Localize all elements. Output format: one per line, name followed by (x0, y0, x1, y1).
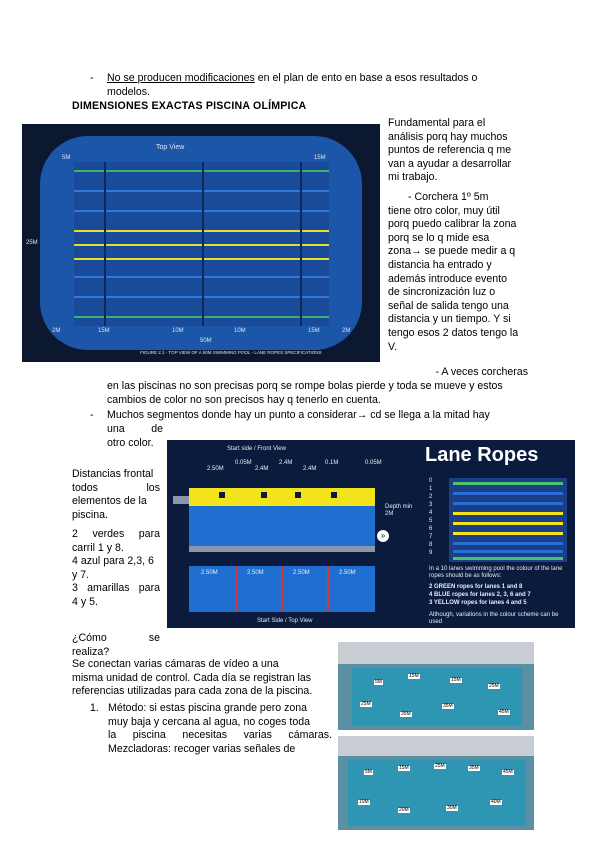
width-label: 25M (26, 240, 38, 246)
text-line: piscina. (72, 508, 108, 521)
left-color-items (72, 528, 160, 610)
text-line: de sincronización luz o (388, 286, 496, 299)
text-line: mi trabajo. (388, 171, 438, 184)
photo-label: 25M (361, 701, 371, 707)
stands (338, 642, 534, 664)
lane-number: 1 (429, 486, 433, 492)
bullet-rest-2: modelos. (107, 85, 150, 98)
lane-number: 9 (429, 550, 433, 556)
right-paragraph-1 (388, 117, 526, 185)
text-line: carril 1 y 8. (72, 541, 124, 554)
measure-label: 2.50M (247, 570, 264, 576)
photo-label: 45M (499, 709, 509, 715)
text-line: Fundamental para el (388, 117, 486, 129)
distance-marker (300, 162, 302, 326)
measure-label: 0.05M (365, 460, 382, 466)
text-line: referencias utilizadas para cada zona de la piscina. (72, 685, 313, 698)
lane-number: 2 (429, 494, 433, 500)
pool-photo-bottom (338, 736, 534, 830)
front-view-water (189, 506, 375, 546)
photo-label: 10M (359, 799, 369, 805)
stands (338, 736, 534, 756)
text-line: además introduce evento (388, 272, 507, 285)
measure-label: 2.4M (303, 466, 317, 472)
photo-label: 15M (451, 677, 461, 683)
text-line: todos los (72, 481, 160, 494)
text-line: Método: si estas piscina grande pero zona (108, 702, 308, 714)
yellow-lane-zone (189, 488, 375, 506)
text-line: V. (388, 340, 398, 353)
photo-label: 15M (399, 765, 409, 771)
photo-water (348, 760, 526, 826)
lane-number: 3 (429, 502, 433, 508)
text-line: Se conectan varias cámaras de vídeo a una (72, 658, 279, 670)
view-label: Top View (156, 144, 185, 151)
text-line: realiza? (72, 645, 110, 658)
arrow-icon: » (377, 530, 389, 542)
rope-float (219, 492, 225, 498)
bottom-label-1: 2M (52, 328, 61, 334)
measure-label: 0.1M (325, 460, 339, 466)
photo-label: 35M (469, 765, 479, 771)
text-line: 4 y 5. (72, 595, 98, 608)
lane-ropes-description: In a 10 lanes swimming pool the colour of the lane ropes should be as follows: (429, 566, 563, 579)
measure-label: 0.05M (235, 460, 252, 466)
lane-number: 0 (429, 478, 433, 484)
photo-label: 5M (365, 769, 372, 775)
depth-label: Depth min 2M (385, 504, 413, 517)
text-line: zona→ se puede medir a q (388, 245, 516, 258)
text-line: la piscina necesitas varias cámaras. (108, 729, 332, 742)
text-line: ¿Cómo se (72, 632, 160, 644)
right-paragraph-3: - A veces corcheras (435, 366, 528, 378)
measure-label: 2.50M (207, 466, 224, 472)
lane-ropes-figure (167, 440, 575, 628)
lane-number: 5 (429, 518, 433, 524)
photo-label: 25M (435, 763, 445, 769)
photo-label: 40M (491, 799, 501, 805)
lane-number: 8 (429, 542, 433, 548)
text-line: señal de salida tengo una (388, 299, 509, 312)
wide-bullet-line-2: una de (107, 423, 163, 435)
wide-line-2: cambios de color no son precisos hay q tenerlo en cuenta. (107, 394, 381, 406)
lane-number: 7 (429, 534, 433, 540)
photo-label: 15M (409, 673, 419, 679)
photo-label: 30M (447, 805, 457, 811)
measure-label: 2.50M (201, 570, 218, 576)
pool-photo-top (338, 642, 534, 730)
lane-ropes-diagram (449, 478, 567, 562)
top-view-title: Start Side / Top View (257, 618, 313, 624)
text-line: puntos de referencia q me (388, 144, 512, 157)
measure-label: 2.50M (293, 570, 310, 576)
rope-float (331, 492, 337, 498)
bottom-label-6: 2M (342, 328, 351, 334)
text-line: misma unidad de control. Cada día se registran las (72, 671, 312, 684)
front-view-title: Start side / Front View (227, 446, 286, 452)
right-distance-label: 15M (314, 155, 326, 161)
bullet-rest-1: en el plan de ento en base a esos resultados o (254, 72, 478, 84)
distance-marker (104, 162, 106, 326)
legend-green: 2 GREEN ropes for lanes 1 and 8 (429, 584, 523, 590)
text-line: tiene otro color, muy útil (388, 204, 500, 217)
pool-top-view-figure (22, 124, 380, 362)
question (72, 632, 160, 659)
bottom-label-5: 15M (308, 328, 320, 334)
text-line: porq puedo calibrar la zona (388, 218, 517, 231)
starting-block (173, 496, 189, 504)
left-distance-label: 5M (62, 155, 71, 161)
wide-bullet-line-3: otro color. (107, 437, 154, 449)
bottom-label-2: 15M (98, 328, 110, 334)
photo-label: 5M (375, 679, 382, 685)
text-line: Distancias frontal (72, 468, 154, 480)
length-label: 50M (200, 338, 212, 344)
rope-float (261, 492, 267, 498)
photo-label: 35M (443, 703, 453, 709)
legend-yellow: 3 YELLOW ropes for lanes 4 and 5 (429, 600, 527, 606)
red-marker (281, 566, 283, 612)
text-line: muy baja y cercana al agua, no coges toda (108, 715, 311, 728)
text-line: 4 azul para 2,3, 6 (72, 555, 154, 568)
red-marker (327, 566, 329, 612)
distance-marker (202, 162, 204, 326)
method-item (108, 702, 332, 756)
text-line: distancia y un tiempo. Y si (388, 313, 511, 326)
measure-label: 2.4M (255, 466, 269, 472)
photo-label: 20M (399, 807, 409, 813)
photo-water (352, 668, 522, 726)
text-line: porq se lo q mide esa (388, 231, 490, 244)
text-line: tengo esos 2 datos tengo la (388, 326, 519, 339)
text-line: 3 amarillas para (72, 582, 160, 595)
text-line: distancia ha entrado y (388, 258, 492, 271)
figure-caption: FIGURE 2.1 - TOP VIEW OF A 50M SWIMMING POOL - LANE ROPES SPECIFICATIONS (140, 350, 322, 355)
lane-number: 6 (429, 526, 433, 532)
text-line: Mezcladoras: recoger varias señales de (108, 742, 296, 755)
text-line: y 7. (72, 568, 90, 581)
bottom-label-4: 10M (234, 328, 246, 334)
measure-label: 2.4M (279, 460, 293, 466)
bottom-label-3: 10M (172, 328, 184, 334)
section-title: DIMENSIONES EXACTAS PISCINA OLÍMPICA (72, 100, 307, 112)
photo-label: 35M (401, 711, 411, 717)
lane-ropes-note: Although, variations in the colour scheme can be used (429, 612, 559, 625)
legend-blue: 4 BLUE ropes for lanes 2, 3, 6 and 7 (429, 592, 531, 598)
text-line: elementos de la (72, 495, 147, 508)
underlined-phrase: No se producen modificaciones (107, 72, 255, 84)
list-number: 1. (90, 702, 99, 714)
right-paragraph-2 (388, 191, 526, 354)
pool-floor (189, 546, 375, 552)
bottom-paragraph (72, 658, 334, 699)
bullet-dash-2: - (90, 409, 94, 421)
red-marker (235, 566, 237, 612)
text-line: - Corchera 1º 5m (408, 191, 489, 203)
left-paragraph-1 (72, 468, 160, 522)
lane-numbers (429, 478, 435, 556)
photo-label: 45M (503, 769, 513, 775)
text-line: análisis porq hay muchos (388, 130, 508, 143)
bullet-dash: - (90, 72, 94, 84)
wide-line-1: en las piscinas no son precisas porq se rompe bolas pierde y toda se mueve y estos (107, 380, 503, 392)
measure-label: 2.50M (339, 570, 356, 576)
wide-bullet-line-1: Muchos segmentos donde hay un punto a considerar→ cd se llega a la mitad hay (107, 409, 490, 421)
text-line: van a ayudar a desarrollar (388, 157, 512, 170)
text-line: 2 verdes para (72, 528, 160, 540)
photo-label: 25M (489, 683, 499, 689)
lane-ropes-heading: Lane Ropes (425, 444, 539, 466)
rope-float (295, 492, 301, 498)
lane-number: 4 (429, 510, 433, 516)
bullet-no-modificaciones (107, 72, 537, 99)
